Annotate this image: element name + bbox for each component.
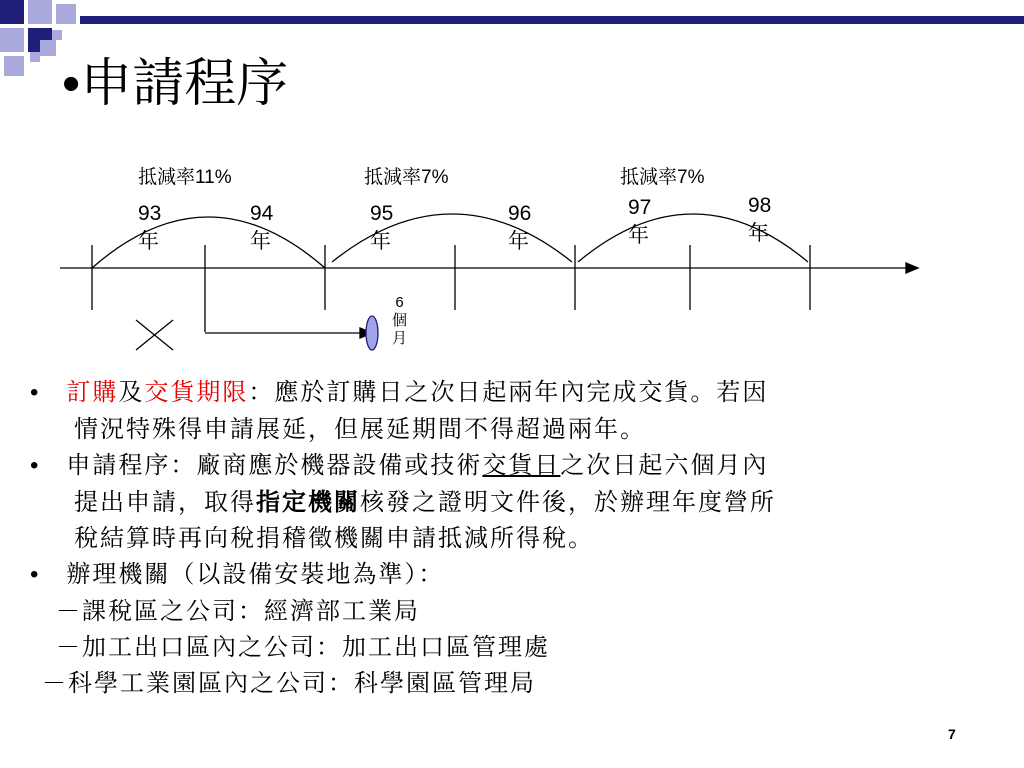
p2-line2-a: 提出申請，取得 xyxy=(74,488,256,516)
year-label-96: 96 年 xyxy=(508,202,532,253)
six-month-marker xyxy=(366,316,378,350)
paragraph-application-procedure xyxy=(30,447,776,556)
year-label-94: 94 年 xyxy=(250,202,274,253)
agency-item-tax-area: －課稅區之公司：經濟部工業局 xyxy=(56,597,420,625)
bullet: • xyxy=(30,452,41,479)
term-designated-agency: 指定機關 xyxy=(256,487,360,516)
p2-line3: 稅結算時再向稅捐稽徵機關申請抵減所得稅。 xyxy=(74,524,594,552)
agency-item-science-park: －科學工業園區內之公司：科學園區管理局 xyxy=(42,669,536,697)
rate-label-2: 抵減率7% xyxy=(364,167,449,188)
p1-line2: 情況特殊得申請展延，但展延期間不得超過兩年。 xyxy=(74,415,646,443)
paragraph-handling-agency xyxy=(30,556,550,701)
period-arc-1 xyxy=(92,217,325,268)
term-order: 訂購 xyxy=(66,378,119,406)
year-label-95: 95 年 xyxy=(370,202,394,253)
p1-line1-rest: ：應於訂購日之次日起兩年內完成交貨。若因 xyxy=(248,378,769,406)
bullet: • xyxy=(30,561,41,588)
year-label-93: 93 年 xyxy=(138,202,162,253)
rate-label-3: 抵減率7% xyxy=(620,167,705,188)
six-months-label: 6 個 月 xyxy=(392,294,408,347)
paragraph-order-delivery xyxy=(30,374,768,447)
bullet: • xyxy=(30,379,41,406)
page-number: 7 xyxy=(948,726,956,742)
timeline-arrowhead xyxy=(906,263,918,273)
p3-line1: 辦理機關（以設備安裝地為準）： xyxy=(66,560,445,588)
period-arc-2 xyxy=(332,214,572,262)
p2-line1-b: 之次日起六個月內 xyxy=(560,451,769,479)
period-arc-3 xyxy=(578,214,808,262)
page-title: •申請程序 xyxy=(62,55,289,113)
term-delivery-date: 交貨日 xyxy=(482,451,561,479)
term-conj: 及 xyxy=(118,378,145,406)
agency-item-export-zone: －加工出口區內之公司：加工出口區管理處 xyxy=(56,633,550,661)
year-label-97: 97 年 xyxy=(628,196,652,247)
rate-label-1: 抵減率11% xyxy=(138,167,232,188)
term-delivery-deadline: 交貨期限 xyxy=(144,378,249,406)
year-label-98: 98 年 xyxy=(748,194,772,245)
p2-line1-a: 申請程序：廠商應於機器設備或技術 xyxy=(66,451,483,479)
p2-line2-b: 核發之證明文件後，於辦理年度營所 xyxy=(360,488,776,516)
